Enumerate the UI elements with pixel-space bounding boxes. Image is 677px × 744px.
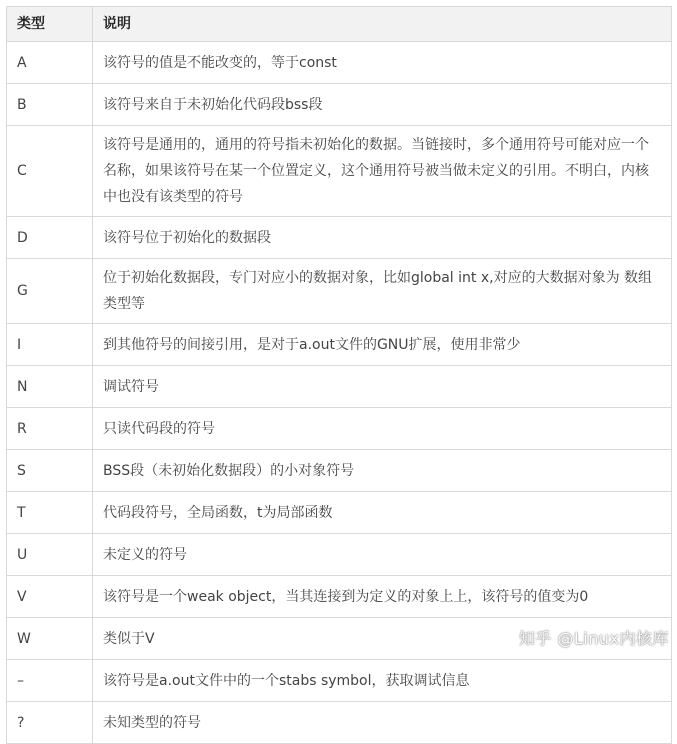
description-cell: 类似于V — [93, 618, 672, 660]
table-row — [7, 42, 672, 84]
type-cell: N — [7, 366, 93, 408]
description-cell: 只读代码段的符号 — [93, 408, 672, 450]
description-cell: 该符号来自于未初始化代码段bss段 — [93, 84, 672, 126]
description-cell: 未知类型的符号 — [93, 702, 672, 744]
type-cell: G — [7, 259, 93, 324]
description-cell: 到其他符号的间接引用，是对于a.out文件的GNU扩展，使用非常少 — [93, 324, 672, 366]
description-cell: 该符号是一个weak object，当其连接到为定义的对象上上，该符号的值变为0 — [93, 576, 672, 618]
table-row — [7, 324, 672, 366]
table-row — [7, 702, 672, 744]
table-row — [7, 534, 672, 576]
header-type: 类型 — [7, 7, 93, 42]
watermark: 知乎 @Linux内核库 — [518, 629, 669, 648]
table-row — [7, 126, 672, 217]
table-row — [7, 217, 672, 259]
type-cell: V — [7, 576, 93, 618]
type-cell: – — [7, 660, 93, 702]
table-row — [7, 408, 672, 450]
type-cell: R — [7, 408, 93, 450]
type-cell: I — [7, 324, 93, 366]
description-cell: 该符号的值是不能改变的，等于const — [93, 42, 672, 84]
description-cell: 该符号位于初始化的数据段 — [93, 217, 672, 259]
type-cell: A — [7, 42, 93, 84]
type-cell: S — [7, 450, 93, 492]
description-cell: 该符号是a.out文件中的一个stabs symbol，获取调试信息 — [93, 660, 672, 702]
table-header-row — [7, 7, 672, 42]
table-row — [7, 492, 672, 534]
type-cell: W — [7, 618, 93, 660]
description-cell: 未定义的符号 — [93, 534, 672, 576]
description-cell: 调试符号 — [93, 366, 672, 408]
description-cell: 代码段符号，全局函数，t为局部函数 — [93, 492, 672, 534]
type-cell: C — [7, 126, 93, 217]
table-row — [7, 259, 672, 324]
type-cell: T — [7, 492, 93, 534]
table-row — [7, 450, 672, 492]
type-cell: ? — [7, 702, 93, 744]
table-row — [7, 84, 672, 126]
type-cell: B — [7, 84, 93, 126]
header-description: 说明 — [93, 7, 672, 42]
table-row — [7, 576, 672, 618]
description-cell: 位于初始化数据段，专门对应小的数据对象，比如global int x,对应的大数据对象为 数组类型等 — [93, 259, 672, 324]
type-cell: D — [7, 217, 93, 259]
table-row — [7, 366, 672, 408]
description-cell: 该符号是通用的，通用的符号指未初始化的数据。当链接时，多个通用符号可能对应一个名称，如果该符号在某一个位置定义，这个通用符号被当做未定义的引用。不明白，内核中也没有该类型的符号 — [93, 126, 672, 217]
description-cell: BSS段（未初始化数据段）的小对象符号 — [93, 450, 672, 492]
table-row — [7, 660, 672, 702]
type-cell: U — [7, 534, 93, 576]
